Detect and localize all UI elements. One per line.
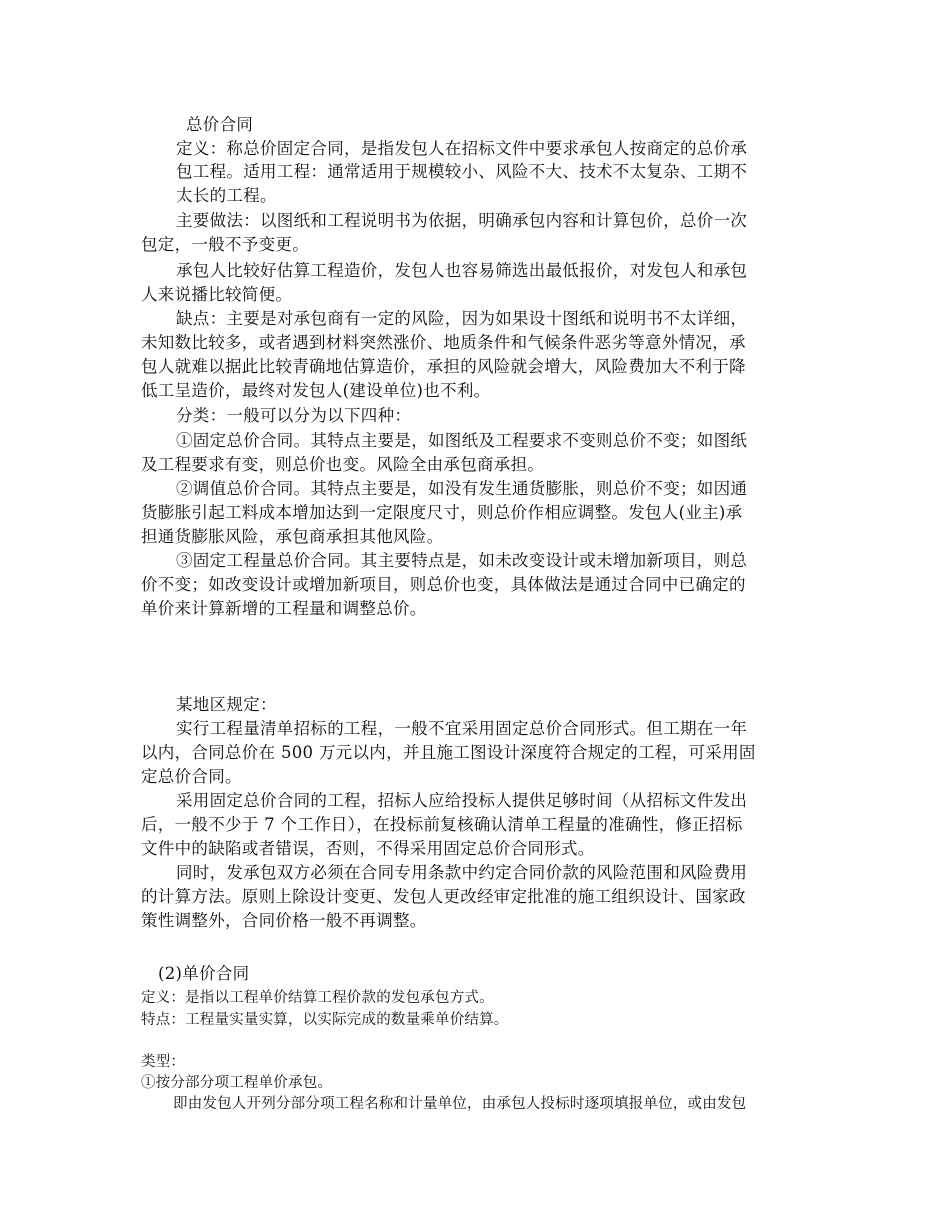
definition-line: 定义：是指以工程单价结算工程价款的发包承包方式。 <box>141 990 494 1006</box>
feature-line: 特点：工程量实量实算，以实际完成的数量乘单价结算。 <box>141 1012 509 1028</box>
rule-paragraph-line: 定总价合同。 <box>141 767 242 786</box>
type-1-line: ①固定总价合同。其特点主要是，如图纸及工程要求不变则总价不变；如图纸 <box>176 431 748 450</box>
section-heading: (2)单价合同 <box>158 964 250 983</box>
rule-paragraph-line: 后，一般不少于 7 个工作日），在投标前复核确认清单工程量的准确性，修正招标 <box>141 815 743 834</box>
rule-paragraph-line: 同时，发承包双方必须在合同专用条款中约定合同价款的风险范围和风险费用 <box>176 863 748 882</box>
advantage-line: 承包人比较好估算工程造价，发包人也容易筛选出最低报价，对发包人和承包 <box>176 261 748 280</box>
type-2-line: ②调值总价合同。其特点主要是，如没有发生通货膨胀，则总价不变；如因通 <box>176 479 748 498</box>
type-2-line: 担通货膨胀风险，承包商承担其他风险。 <box>141 527 444 546</box>
type-3-line: 价不变；如改变设计或增加新项目，则总价也变，具体做法是通过合同中已确定的 <box>141 575 746 594</box>
type-3-line: 单价来计算新增的工程量和调整总价。 <box>141 599 427 618</box>
section-heading: 某地区规定： <box>176 695 277 714</box>
section-heading: 总价合同 <box>186 115 254 134</box>
definition-line: 包工程。适用工程：通常适用于规模较小、风险不大、技术不太复杂、工期不 <box>176 162 748 181</box>
rule-paragraph-line: 实行工程量清单招标的工程，一般不宜采用固定总价合同形式。但工期在一年 <box>176 719 748 738</box>
types-label: 类型： <box>141 1054 186 1070</box>
advantage-line: 人来说播比较简便。 <box>141 285 293 304</box>
classification-line: 分类：一般可以分为以下四种： <box>176 406 412 425</box>
method-line: 包定，一般不予变更。 <box>141 235 309 254</box>
rule-paragraph-line: 以内，合同总价在 500 万元以内，并且施工图设计深度符合规定的工程，可采用固 <box>141 743 756 762</box>
type-2-line: 货膨胀引起工料成本增加达到一定限度尺寸，则总价作相应调整。发包人(业主)承 <box>141 503 743 522</box>
definition-line: 太长的工程。 <box>176 186 277 205</box>
rule-paragraph-line: 采用固定总价合同的工程，招标人应给投标人提供足够时间（从招标文件发出 <box>176 791 748 810</box>
method-line: 主要做法：以图纸和工程说明书为依据，明确承包内容和计算包价，总价一次 <box>176 211 748 230</box>
disadvantage-line: 缺点：主要是对承包商有一定的风险，因为如果设十图纸和说明书不太详细， <box>176 309 748 328</box>
type-1-line: 及工程要求有变，则总价也变。风险全由承包商承担。 <box>141 455 545 474</box>
definition-line: 定义：称总价固定合同，是指发包人在招标文件中要求承包人按商定的总价承 <box>176 139 748 158</box>
disadvantage-line: 未知数比较多，或者遇到材料突然涨价、地质条件和气候条件恶劣等意外情况，承 <box>141 333 746 352</box>
type-3-line: ③固定工程量总价合同。其主要特点是，如未改变设计或未增加新项目，则总 <box>176 551 748 570</box>
rule-paragraph-line: 文件中的缺陷或者错误，否则，不得采用固定总价合同形式。 <box>141 839 595 858</box>
disadvantage-line: 包人就难以据此比较青确地估算造价，承担的风险就会增大，风险费加大不利于降 <box>141 357 746 376</box>
rule-paragraph-line: 的计算方法。原则上除设计变更、发包人更改经审定批准的施工组织设计、国家政 <box>141 887 746 906</box>
type-title: ①按分部分项工程单价承包。 <box>141 1075 333 1091</box>
rule-paragraph-line: 策性调整外，合同价格一般不再调整。 <box>141 911 427 930</box>
type-description-line: 即由发包人开列分部分项工程名称和计量单位，由承包人投标时逐项填报单位，或由发包 <box>173 1096 747 1112</box>
disadvantage-line: 低工呈造价，最终对发包人(建设单位)也不利。 <box>141 381 491 400</box>
